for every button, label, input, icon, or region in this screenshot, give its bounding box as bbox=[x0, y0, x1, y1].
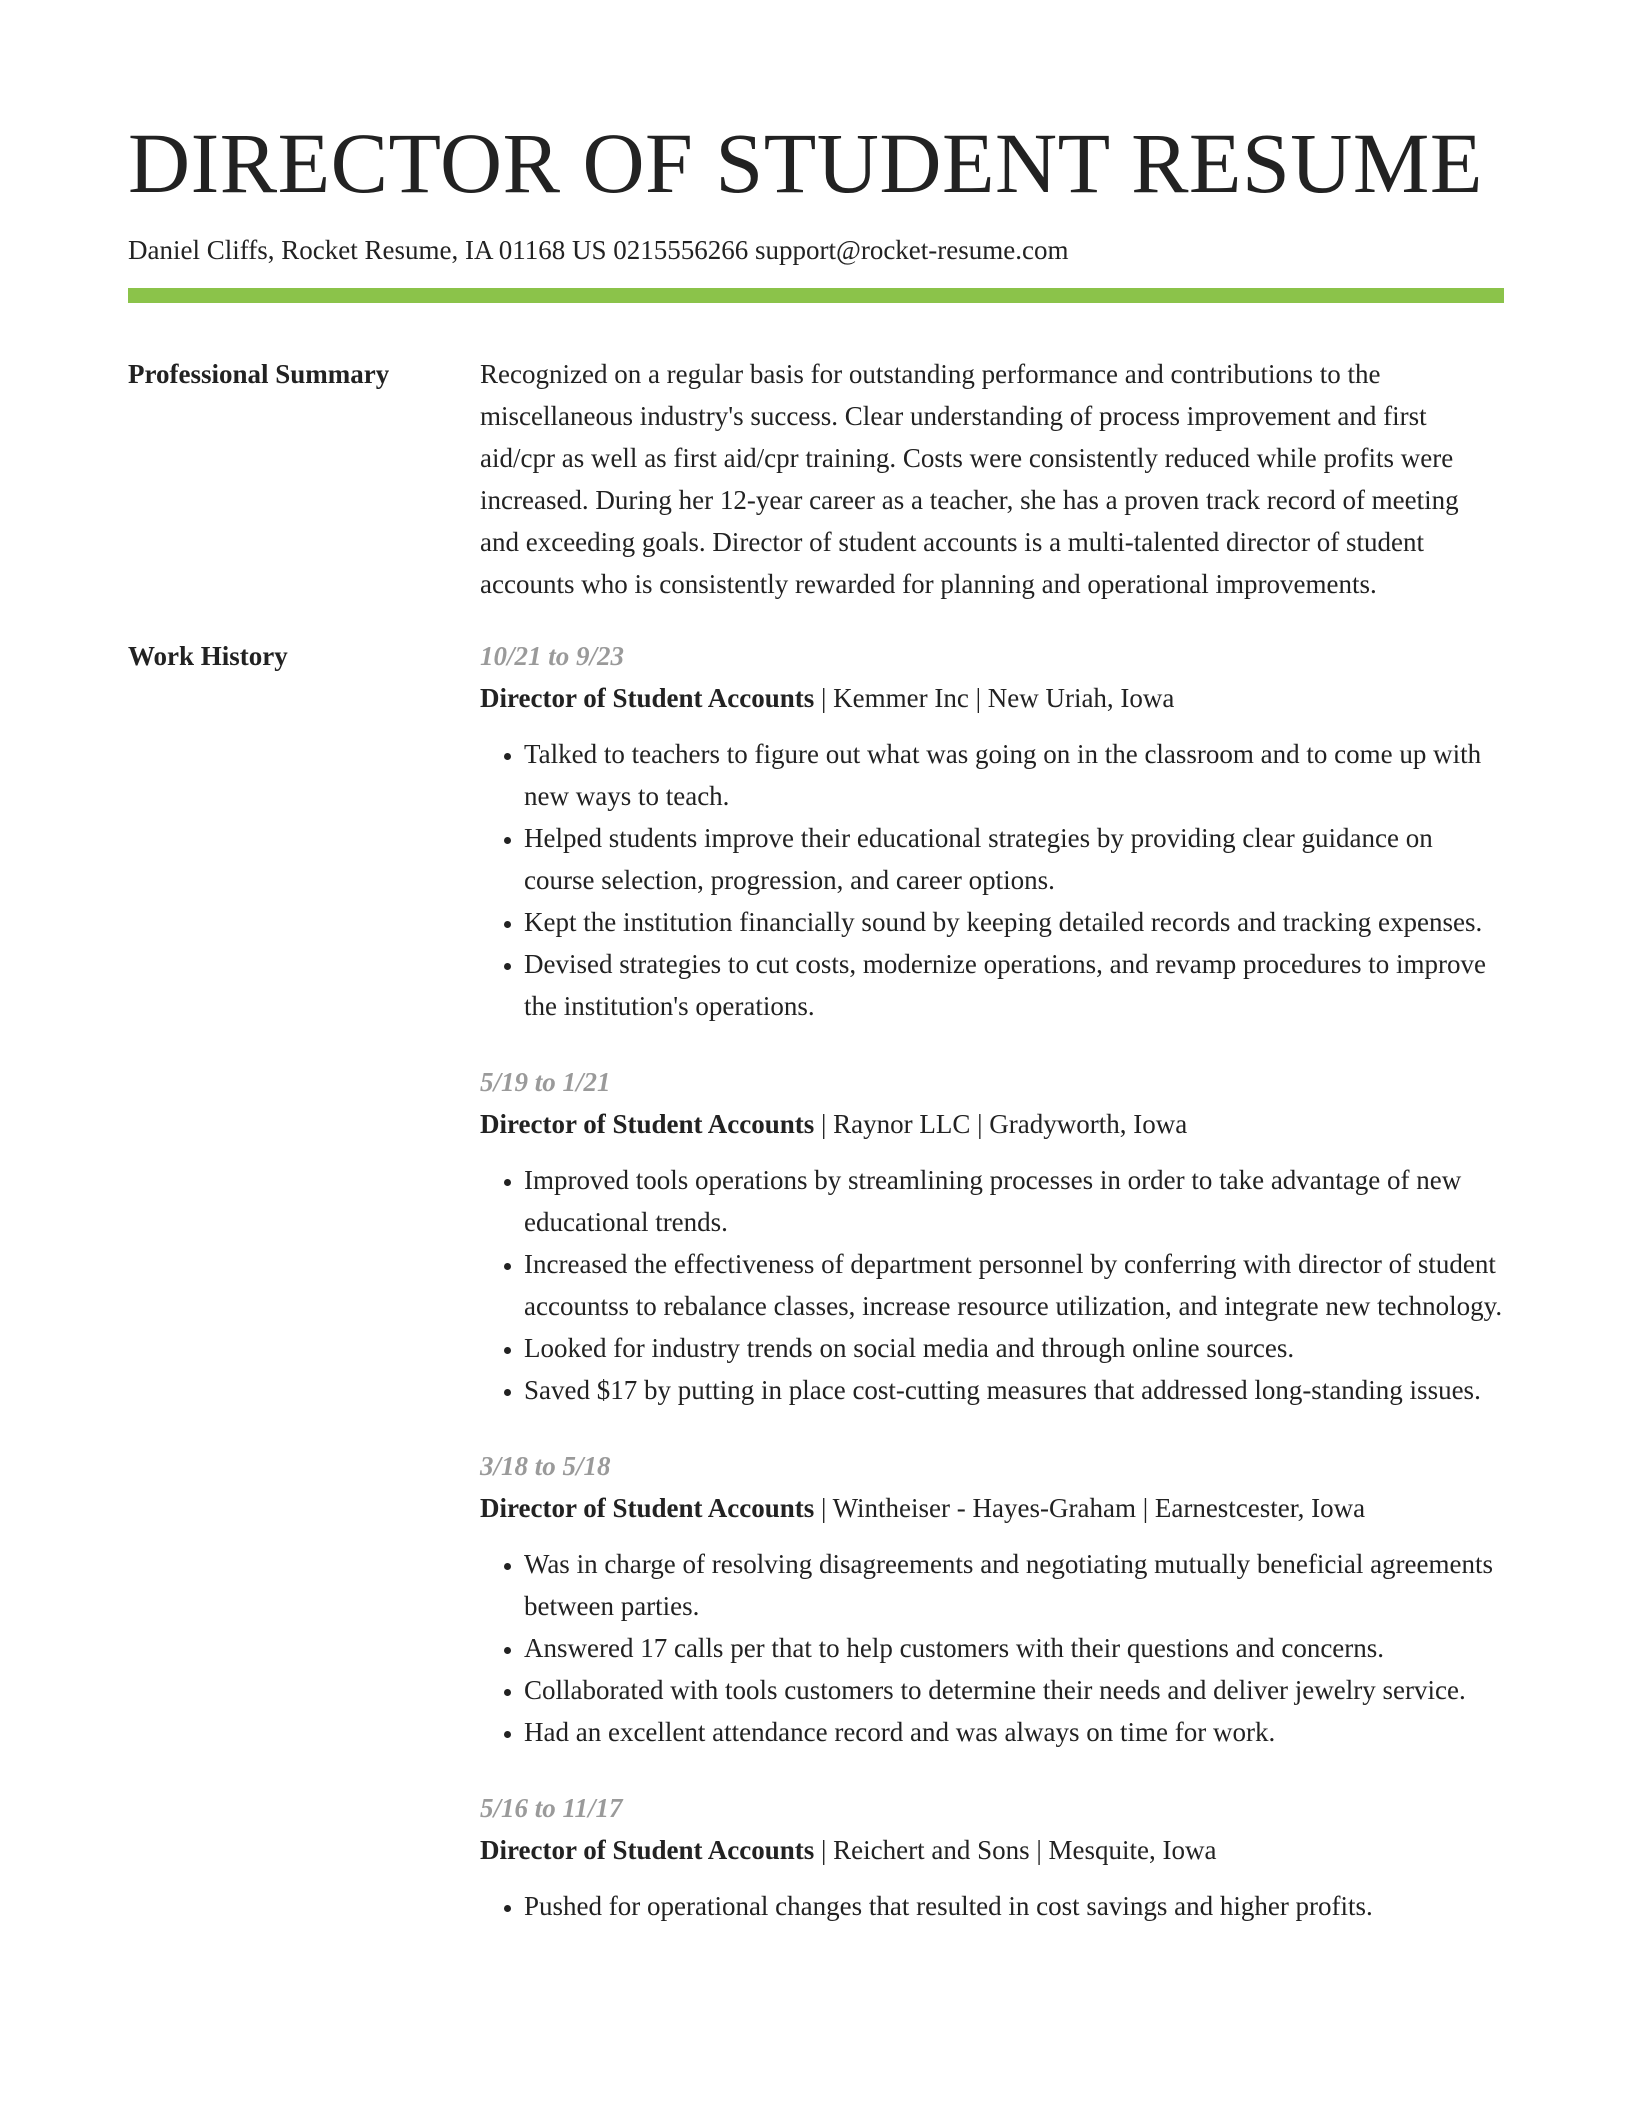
job-title-line bbox=[480, 1103, 1504, 1145]
accent-divider bbox=[128, 288, 1504, 303]
job-title: Director of Student Accounts bbox=[480, 1493, 815, 1524]
section-label-summary: Professional Summary bbox=[128, 359, 390, 390]
section-label-work: Work History bbox=[128, 641, 288, 672]
job-details: | Wintheiser - Hayes-Graham | Earnestcester, Iowa bbox=[814, 1493, 1366, 1524]
job-bullet: • Devised strategies to cut costs, modernize operations, and revamp procedures to improve the institution's operations. bbox=[524, 943, 1504, 1027]
job-bullet-list bbox=[480, 1885, 1504, 1927]
job-title-line bbox=[480, 1487, 1504, 1529]
work-history-body bbox=[480, 635, 1504, 1961]
job-bullet-list bbox=[480, 733, 1504, 1027]
job-entry bbox=[480, 1787, 1504, 1927]
job-details: | Reichert and Sons | Mesquite, Iowa bbox=[814, 1835, 1217, 1866]
job-bullet-list bbox=[480, 1543, 1504, 1753]
job-dates: 10/21 to 9/23 bbox=[480, 641, 625, 672]
job-title: Director of Student Accounts bbox=[480, 1109, 815, 1140]
job-title-line bbox=[480, 1829, 1504, 1871]
job-dates: 5/16 to 11/17 bbox=[480, 1793, 623, 1824]
job-dates: 3/18 to 5/18 bbox=[480, 1451, 611, 1482]
job-bullet: • Had an excellent attendance record and was always on time for work. bbox=[524, 1711, 1504, 1753]
job-bullet: • Increased the effectiveness of department personnel by conferring with director of student accountss to rebalance classes, increase resource utilization, and integrate new technology. bbox=[524, 1243, 1504, 1327]
job-details: | Raynor LLC | Gradyworth, Iowa bbox=[814, 1109, 1188, 1140]
resume-page bbox=[128, 0, 1504, 1961]
job-details: | Kemmer Inc | New Uriah, Iowa bbox=[814, 683, 1175, 714]
job-entry bbox=[480, 1061, 1504, 1411]
job-title-line bbox=[480, 677, 1504, 719]
job-title: Director of Student Accounts bbox=[480, 1835, 815, 1866]
job-dates: 5/19 to 1/21 bbox=[480, 1067, 611, 1098]
work-history-section bbox=[128, 635, 1504, 1961]
job-bullet: • Saved $17 by putting in place cost-cutting measures that addressed long-standing issues. bbox=[524, 1369, 1504, 1411]
job-entry bbox=[480, 1445, 1504, 1753]
job-bullet: • Talked to teachers to figure out what was going on in the classroom and to come up with new ways to teach. bbox=[524, 733, 1504, 817]
professional-summary-section bbox=[128, 353, 1504, 605]
job-bullet-list bbox=[480, 1159, 1504, 1411]
job-bullet: • Was in charge of resolving disagreements and negotiating mutually beneficial agreements between parties. bbox=[524, 1543, 1504, 1627]
job-bullet: • Pushed for operational changes that resulted in cost savings and higher profits. bbox=[524, 1885, 1504, 1927]
job-title: Director of Student Accounts bbox=[480, 683, 815, 714]
summary-body bbox=[480, 353, 1504, 605]
summary-text: Recognized on a regular basis for outstanding performance and contributions to the miscellaneous industry's success. Clear understanding of process improvement and first aid/cpr as well as first aid/cpr training. Costs were consistently reduced while profits were increased. During her 12-year career as a teacher, she has a proven track record of meeting and exceeding goals. Director of student accounts is a multi-talented director of student accounts who is consistently rewarded for planning and operational improvements. bbox=[480, 359, 1459, 600]
job-bullet: • Looked for industry trends on social media and through online sources. bbox=[524, 1327, 1504, 1369]
contact-line: Daniel Cliffs, Rocket Resume, IA 01168 US 0215556266 support@rocket-resume.com bbox=[128, 235, 1069, 265]
job-bullet: • Collaborated with tools customers to determine their needs and deliver jewelry service. bbox=[524, 1669, 1504, 1711]
job-bullet: • Kept the institution financially sound by keeping detailed records and tracking expenses. bbox=[524, 901, 1504, 943]
resume-title: DIRECTOR OF STUDENT RESUME bbox=[128, 115, 1483, 211]
job-bullet: • Improved tools operations by streamlining processes in order to take advantage of new educational trends. bbox=[524, 1159, 1504, 1243]
job-bullet: • Answered 17 calls per that to help customers with their questions and concerns. bbox=[524, 1627, 1504, 1669]
job-entry bbox=[480, 635, 1504, 1027]
job-bullet: • Helped students improve their educational strategies by providing clear guidance on course selection, progression, and career options. bbox=[524, 817, 1504, 901]
